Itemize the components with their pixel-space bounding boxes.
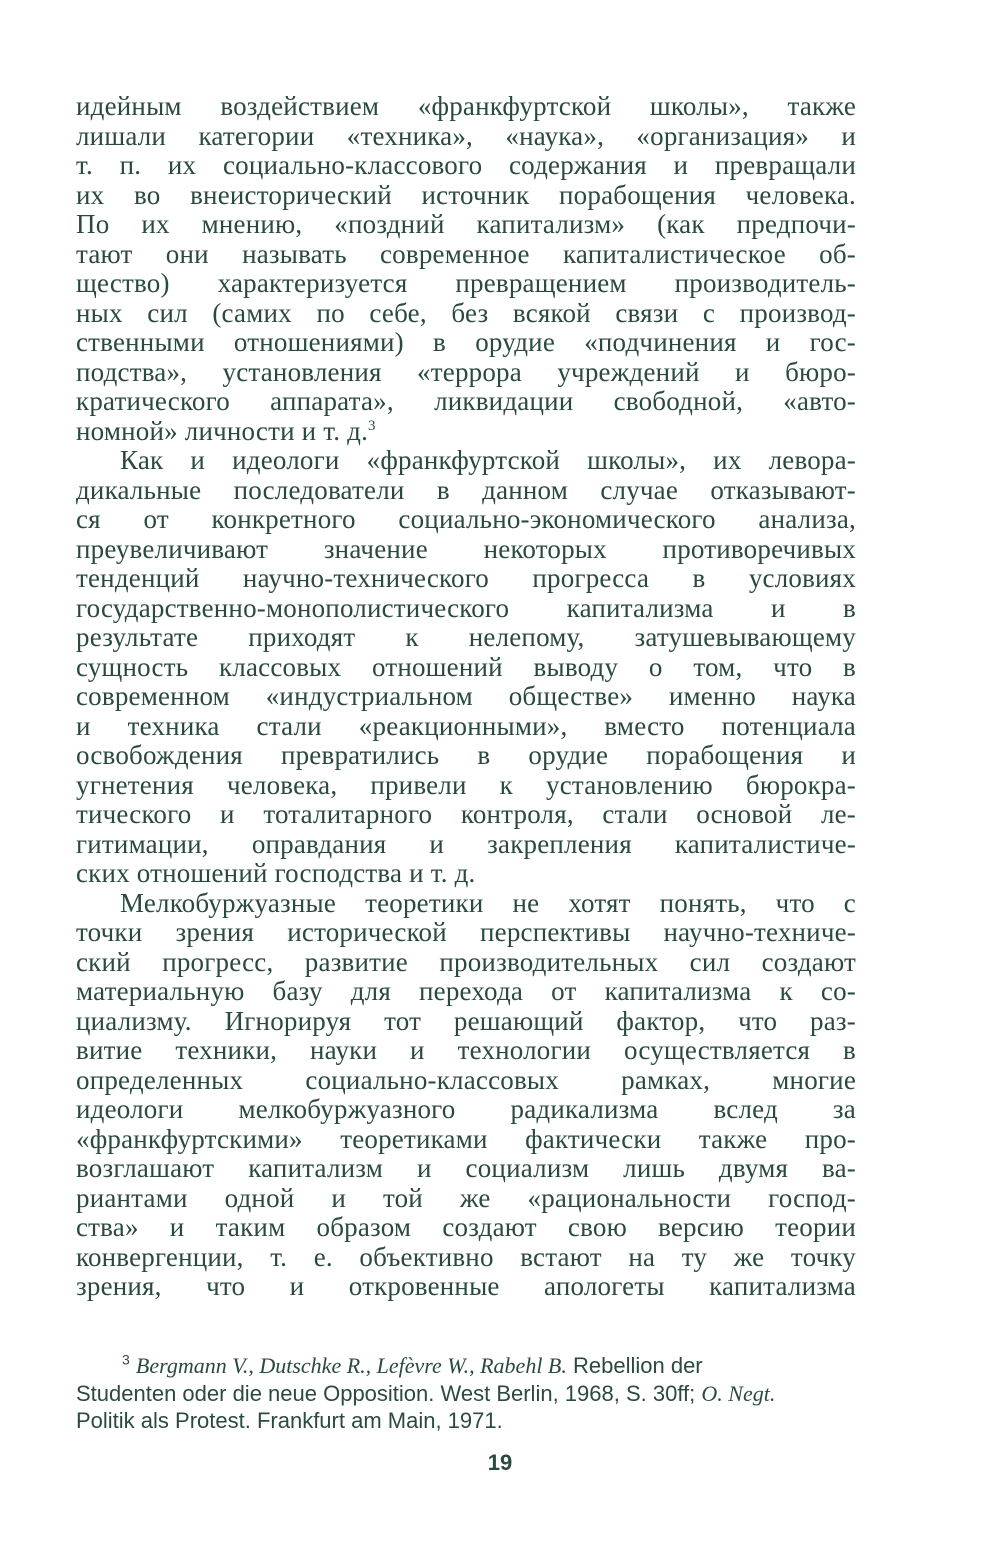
text-line: лишали категории «техника», «наука», «организация» и — [76, 120, 856, 151]
text-line: результате приходят к нелепому, затушевывающему — [76, 622, 856, 652]
text-line: ных сил (самих по себе, без всякой связи с производ- — [76, 297, 856, 328]
footnote-title-start: Rebellion der — [566, 1353, 703, 1378]
text-line: подства», установления «террора учреждений и бюро- — [76, 356, 856, 387]
text-line: «франкфуртскими» теоретиками фактически также про- — [76, 1123, 856, 1154]
text-line: их во внеисторический источник порабощения человека. — [76, 179, 856, 210]
text-line: ственными отношениями) в орудие «подчинения и гос- — [76, 327, 856, 357]
text-line: т. п. их социально-классового содержания и превращали — [76, 150, 856, 180]
text-line: тенденций научно-технического прогресса в условиях — [76, 563, 856, 593]
text-line: дикальные последователи в данном случае отказывают- — [76, 474, 856, 505]
text-line-with-footnote — [76, 417, 856, 447]
text-line: номной» личности и т. д. — [76, 415, 369, 446]
footnote — [76, 1352, 856, 1435]
text-line: освобождения превратились в орудие порабощения и — [76, 740, 856, 770]
text-line: возглашают капитализм и социализм лишь двумя ва- — [76, 1153, 856, 1183]
text-line: материальную базу для перехода от капитализма к со- — [76, 976, 856, 1006]
text-line: государственно-монополистического капитализма и в — [76, 592, 856, 623]
text-line: витие техники, науки и технологии осуществляется в — [76, 1035, 856, 1065]
text-line: современном «индустриальном обществе» именно наука — [76, 681, 856, 711]
text-line: и техника стали «реакционными», вместо потенциала — [76, 710, 856, 741]
text-line: тического и тоталитарного контроля, стали основой ле- — [76, 799, 856, 829]
text-line: угнетения человека, привели к установлению бюрокра- — [76, 769, 856, 800]
text-line: идеологи мелкобуржуазного радикализма вслед за — [76, 1094, 856, 1124]
page-number: 19 — [487, 1450, 513, 1475]
footnote-title-cont: Studenten oder die neue Opposition. West Berlin, 1968, S. 30ff; — [76, 1380, 702, 1406]
text-line: сущность классовых отношений выводу о том, что в — [76, 651, 856, 682]
text-line: зрения, что и откровенные апологеты капитализма — [76, 1271, 856, 1301]
footnote-line: Politik als Protest. Frankfurt am Main, 1971. — [76, 1408, 503, 1433]
footnote-reference: 3 — [368, 417, 376, 434]
text-line: щество) характеризуется превращением производитель- — [76, 268, 856, 298]
text-line: ских отношений господства и т. д. — [76, 858, 476, 888]
text-line: ся от конкретного социально-экономического анализа, — [76, 504, 856, 534]
text-line: идейным воздействием «франкфуртской школы», также — [76, 91, 856, 121]
main-text — [76, 92, 856, 1302]
footnote-line — [76, 1380, 856, 1408]
text-line: ства» и таким образом создают свою версию теории — [76, 1212, 856, 1242]
text-line: преувеличивают значение некоторых противоречивых — [76, 533, 856, 564]
text-line: тают они называть современное капиталистическое об- — [76, 238, 856, 269]
text-line: Как и идеологи «франкфуртской школы», их левора- — [120, 445, 856, 475]
text-line: циализму. Игнорируя тот решающий фактор, что раз- — [76, 1005, 856, 1036]
footnote-line — [76, 1352, 856, 1380]
text-line: конвергенции, т. е. объективно встают на ту же точку — [76, 1241, 856, 1272]
text-line: определенных социально-классовых рамках, многие — [76, 1064, 856, 1095]
text-line: По их мнению, «поздний капитализм» (как предпочи- — [76, 209, 856, 239]
footnote-authors: Bergmann V., Dutschke R., Lefèvre W., Rabehl B. — [135, 1353, 567, 1378]
text-line: гитимации, оправдания и закрепления капиталистиче- — [76, 828, 856, 859]
text-line: риантами одной и той же «рациональности господ- — [76, 1182, 856, 1213]
text-line: точки зрения исторической перспективы научно-техниче- — [76, 917, 856, 947]
footnote-author-2: O. Negt. — [701, 1380, 776, 1406]
footnote-mark: 3 — [122, 1351, 130, 1368]
text-line: Мелкобуржуазные теоретики не хотят понять, что с — [120, 887, 856, 918]
text-line: ский прогресс, развитие производительных сил создают — [76, 946, 856, 977]
text-line: кратического аппарата», ликвидации свободной, «авто- — [76, 386, 856, 416]
